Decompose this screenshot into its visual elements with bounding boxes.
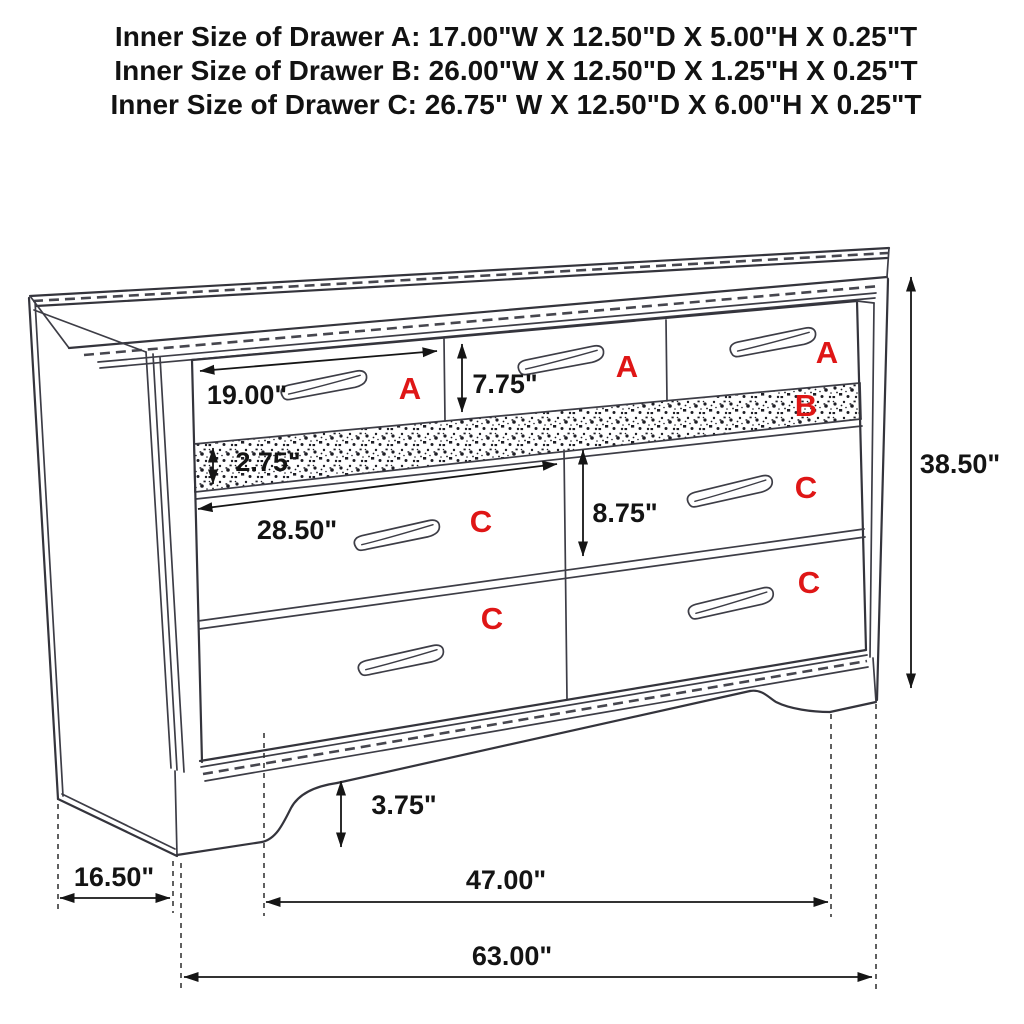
dim-label-side-depth: 16.50"	[73, 862, 155, 892]
dim-arrow-drawer-a-width	[200, 351, 437, 371]
drawer-handles	[280, 327, 817, 676]
dim-label-drawer-c-height: 8.75"	[592, 498, 658, 528]
dim-label-drawer-a-width: 19.00"	[206, 380, 288, 410]
drawer-a1-label: A	[398, 371, 422, 406]
drawer-a3-label: A	[815, 335, 839, 370]
right-corner-post	[870, 277, 888, 700]
drawer-a3-handle	[729, 327, 817, 357]
dim-label-drawer-a-height: 7.75"	[472, 369, 538, 399]
divider-a2-a3	[666, 320, 667, 401]
spec-line-drawer-c: Inner Size of Drawer C: 26.75" W X 12.50"D X 6.00"H X 0.25"T	[110, 89, 922, 120]
dim-label-overall-height: 38.50"	[919, 449, 1001, 479]
dim-label-feet-span: 47.00"	[465, 865, 547, 895]
drawer-c-bottom-right-label: C	[797, 565, 821, 600]
dim-label-band-height: 2.75"	[235, 447, 301, 477]
drawer-c-top-right-handle	[686, 475, 774, 508]
drawer-a2-label: A	[615, 349, 639, 384]
drawer-c-bottom-right-handle	[687, 587, 775, 620]
right-foot	[750, 691, 830, 712]
header-spec-text	[111, 21, 922, 120]
dim-label-drawer-c-width: 28.50"	[256, 515, 338, 545]
drawer-a1-handle	[280, 370, 368, 400]
divider-a1-a2	[444, 339, 445, 421]
drawer-c-top-left-label: C	[469, 504, 493, 539]
base-skirt	[175, 658, 876, 855]
dresser-illustration	[29, 248, 889, 856]
drawer-c-top-left-handle	[353, 519, 441, 551]
spec-line-drawer-a: Inner Size of Drawer A: 17.00"W X 12.50"D X 5.00"H X 0.25"T	[114, 21, 918, 52]
drawer-b-label: B	[794, 388, 818, 423]
stile-c-center	[564, 450, 567, 699]
left-side-panel	[29, 298, 184, 856]
spec-line-drawer-b: Inner Size of Drawer B: 26.00"W X 12.50"D X 1.25"H X 0.25"T	[114, 55, 918, 86]
dim-label-base-clearance: 3.75"	[371, 790, 437, 820]
drawer-c-bottom-left-handle	[357, 644, 445, 676]
drawer-c-top-right-label: C	[794, 470, 818, 505]
extension-lines	[58, 704, 876, 991]
left-foot	[177, 842, 262, 855]
drawer-c-bottom-left-label: C	[480, 601, 504, 636]
dim-label-overall-width: 63.00"	[471, 941, 553, 971]
